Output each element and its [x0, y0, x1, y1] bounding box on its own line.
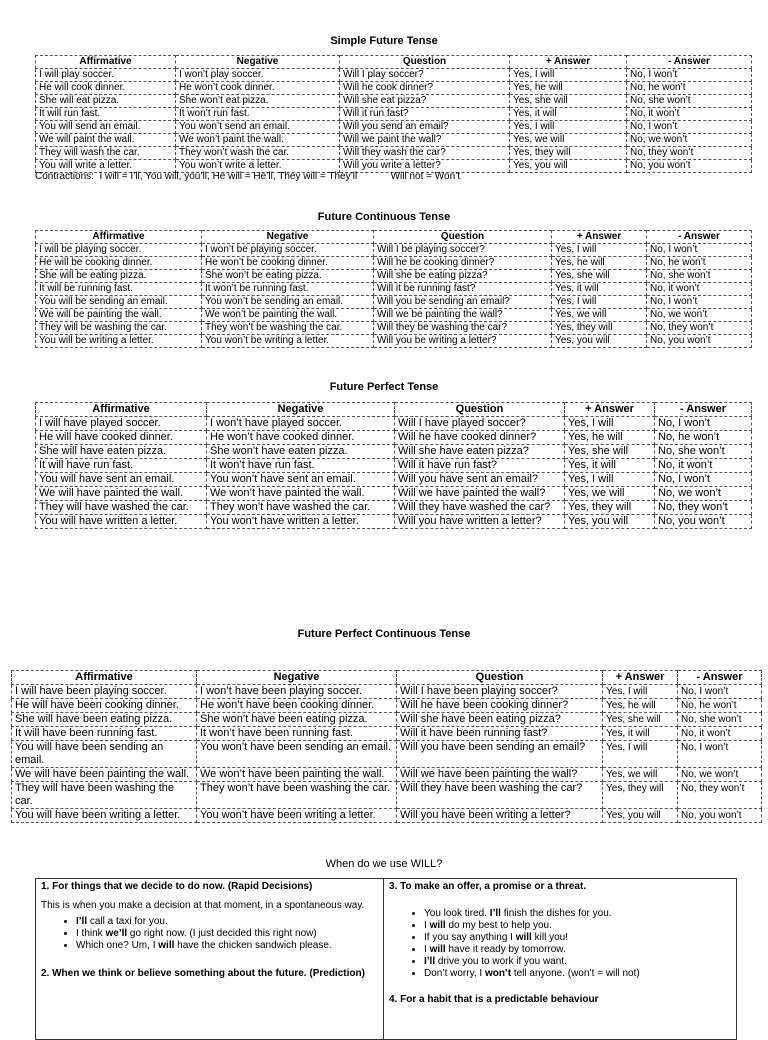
table-cell: Yes, I will — [552, 296, 647, 309]
table-cell: Will we paint the wall? — [340, 134, 510, 147]
table-cell: You won’t be writing a letter. — [202, 335, 374, 348]
table-cell: He won’t have been cooking dinner. — [197, 699, 397, 713]
example-text: tell anyone. (won’t = will not) — [511, 968, 640, 979]
table-cell: No, he won’t — [627, 82, 752, 95]
example-bold-word: will — [429, 920, 446, 931]
table-cell: Yes, I will — [565, 473, 655, 487]
table-row — [36, 487, 752, 501]
table-cell: Yes, they will — [565, 501, 655, 515]
table-cell: Yes, we will — [565, 487, 655, 501]
table-row — [36, 515, 752, 529]
table-cell: No, I won’t — [655, 473, 752, 487]
table-cell: She will have been eating pizza. — [12, 713, 197, 727]
column-header: - Answer — [655, 403, 752, 417]
table-row — [36, 296, 752, 309]
table-cell: Will you write a letter? — [340, 160, 510, 173]
table-cell: She won’t eat pizza. — [176, 95, 340, 108]
table-cell: They won’t be washing the car. — [202, 322, 374, 335]
table-cell: You will send an email. — [36, 121, 176, 134]
table-cell: No, she won’t — [655, 445, 752, 459]
table-cell: It won’t run fast. — [176, 108, 340, 121]
table-cell: I will have played soccer. — [36, 417, 207, 431]
table-cell: He won’t have cooked dinner. — [207, 431, 395, 445]
example-text: go right now. (I just decided this right now) — [127, 928, 317, 939]
column-header: + Answer — [603, 671, 678, 685]
table-cell: She will eat pizza. — [36, 95, 176, 108]
future-perfect-title: Future Perfect Tense — [329, 381, 439, 393]
table-cell: Will he have cooked dinner? — [395, 431, 565, 445]
table-cell: Yes, they will — [510, 147, 627, 160]
table-cell: Yes, we will — [552, 309, 647, 322]
table-cell: No, you won’t — [678, 809, 762, 823]
table-cell: No, she won’t — [678, 713, 762, 727]
table-cell: No, they won’t — [655, 501, 752, 515]
example-text: kill you! — [531, 932, 568, 943]
table-row — [36, 459, 752, 473]
table-cell: Will we have been painting the wall? — [397, 768, 603, 782]
table-cell: Yes, we will — [603, 768, 678, 782]
table-row — [36, 121, 752, 134]
column-header: + Answer — [510, 56, 627, 69]
table-cell: You won’t write a letter. — [176, 160, 340, 173]
table-cell: It won’t be running fast. — [202, 283, 374, 296]
column-header: Negative — [176, 56, 340, 69]
future-perfect-continuous-title: Future Perfect Continuous Tense — [297, 628, 471, 640]
table-row — [36, 501, 752, 515]
example-text: Which one? Um, I — [76, 940, 159, 951]
table-header-row — [36, 56, 752, 69]
table-cell: No, I won’t — [627, 69, 752, 82]
table-cell: Will he have been cooking dinner? — [397, 699, 603, 713]
example-text: have the chicken sandwich please. — [174, 940, 332, 951]
table-cell: It will have run fast. — [36, 459, 207, 473]
table-cell: Yes, he will — [603, 699, 678, 713]
table-cell: You will have been sending an email. — [12, 741, 197, 768]
example-bold-word: won’t — [484, 968, 512, 979]
table-cell: No, I won’t — [627, 121, 752, 134]
contractions-note: Contractions: I will = I’ll, You will, you’ll, He will = He’ll, They will = They’ll Will not = Won’t — [35, 171, 461, 182]
table-cell: She will be eating pizza. — [36, 270, 202, 283]
table-cell: We won’t paint the wall. — [176, 134, 340, 147]
table-cell: Will it have run fast? — [395, 459, 565, 473]
table-cell: No, he won’t — [647, 257, 752, 270]
table-cell: No, she won’t — [627, 95, 752, 108]
table-row — [36, 82, 752, 95]
table-cell: Yes, she will — [552, 270, 647, 283]
table-cell: Will I be playing soccer? — [374, 244, 552, 257]
table-cell: Yes, it will — [552, 283, 647, 296]
table-cell: Will we be painting the wall? — [374, 309, 552, 322]
table-cell: I won’t have been playing soccer. — [197, 685, 397, 699]
table-cell: They won’t wash the car. — [176, 147, 340, 160]
example-item — [424, 956, 736, 968]
table-cell: No, we won’t — [655, 487, 752, 501]
column-header: Question — [395, 403, 565, 417]
column-header: - Answer — [678, 671, 762, 685]
example-item — [76, 928, 383, 940]
example-text: have it ready by tomorrow. — [445, 944, 566, 955]
column-header: Affirmative — [36, 403, 207, 417]
table-row — [36, 309, 752, 322]
table-header-row — [12, 671, 762, 685]
table-cell: You will have sent an email. — [36, 473, 207, 487]
example-item — [76, 940, 383, 952]
table-cell: Will they have been washing the car? — [397, 782, 603, 809]
table-row — [36, 417, 752, 431]
table-cell: Yes, he will — [552, 257, 647, 270]
table-cell: Yes, I will — [565, 417, 655, 431]
table-cell: He will cook dinner. — [36, 82, 176, 95]
column-header: Affirmative — [12, 671, 197, 685]
table-cell: No, he won’t — [678, 699, 762, 713]
table-header-row — [36, 231, 752, 244]
table-cell: We will have painted the wall. — [36, 487, 207, 501]
table-cell: Yes, I will — [603, 685, 678, 699]
use-1-heading: 1. For things that we decide to do now. (Rapid Decisions) — [41, 881, 313, 892]
table-cell: They won’t have been washing the car. — [197, 782, 397, 809]
column-header: Question — [374, 231, 552, 244]
table-cell: Yes, it will — [565, 459, 655, 473]
table-cell: Yes, you will — [510, 160, 627, 173]
table-cell: No, we won’t — [627, 134, 752, 147]
table-cell: They will have washed the car. — [36, 501, 207, 515]
table-cell: Will it be running fast? — [374, 283, 552, 296]
table-cell: Yes, I will — [510, 121, 627, 134]
example-text: do my best to help you. — [445, 920, 552, 931]
table-row — [36, 95, 752, 108]
table-row — [36, 147, 752, 160]
table-row — [36, 134, 752, 147]
table-cell: Yes, you will — [603, 809, 678, 823]
table-cell: It won’t have been running fast. — [197, 727, 397, 741]
table-cell: Will we have painted the wall? — [395, 487, 565, 501]
table-cell: They will be washing the car. — [36, 322, 202, 335]
table-cell: He will have been cooking dinner. — [12, 699, 197, 713]
table-cell: Will he be cooking dinner? — [374, 257, 552, 270]
column-header: - Answer — [627, 56, 752, 69]
column-header: Question — [340, 56, 510, 69]
table-cell: They won’t have washed the car. — [207, 501, 395, 515]
example-bold-word: will — [158, 940, 175, 951]
example-item — [424, 932, 736, 944]
example-bold-word: I’ll — [489, 908, 501, 919]
table-cell: It won’t have run fast. — [207, 459, 395, 473]
table-cell: We won’t be painting the wall. — [202, 309, 374, 322]
table-cell: Yes, they will — [603, 782, 678, 809]
table-cell: No, she won’t — [647, 270, 752, 283]
table-cell: He won’t cook dinner. — [176, 82, 340, 95]
table-cell: We will be painting the wall. — [36, 309, 202, 322]
table-cell: Yes, it will — [603, 727, 678, 741]
column-header: Negative — [197, 671, 397, 685]
table-cell: You will be sending an email. — [36, 296, 202, 309]
table-cell: No, you won’t — [655, 515, 752, 529]
table-row — [12, 768, 762, 782]
table-cell: I won’t be playing soccer. — [202, 244, 374, 257]
table-cell: Yes, it will — [510, 108, 627, 121]
table-cell: You won’t have been sending an email. — [197, 741, 397, 768]
table-cell: Will she be eating pizza? — [374, 270, 552, 283]
table-cell: He will have cooked dinner. — [36, 431, 207, 445]
future-continuous-title: Future Continuous Tense — [317, 211, 451, 223]
table-cell: She won’t have eaten pizza. — [207, 445, 395, 459]
column-header: Negative — [202, 231, 374, 244]
table-cell: No, it won’t — [655, 459, 752, 473]
table-row — [36, 270, 752, 283]
use-3-heading: 3. To make an offer, a promise or a threat. — [389, 881, 587, 892]
table-cell: You will be writing a letter. — [36, 335, 202, 348]
use-1-examples — [36, 916, 383, 952]
table-cell: Will they wash the car? — [340, 147, 510, 160]
table-cell: Yes, she will — [510, 95, 627, 108]
table-cell: Yes, they will — [552, 322, 647, 335]
table-row — [36, 335, 752, 348]
table-cell: Will she have been eating pizza? — [397, 713, 603, 727]
table-cell: They will have been washing the car. — [12, 782, 197, 809]
table-cell: No, I won’t — [655, 417, 752, 431]
table-cell: You will write a letter. — [36, 160, 176, 173]
use-3-examples — [384, 908, 736, 980]
table-cell: We will paint the wall. — [36, 134, 176, 147]
table-cell: Will I have played soccer? — [395, 417, 565, 431]
table-row — [12, 727, 762, 741]
table-cell: We won’t have been painting the wall. — [197, 768, 397, 782]
table-row — [36, 431, 752, 445]
table-cell: I won’t have played soccer. — [207, 417, 395, 431]
table-cell: We will have been painting the wall. — [12, 768, 197, 782]
example-text: Don’t worry, I — [424, 968, 485, 979]
table-cell: Yes, he will — [565, 431, 655, 445]
future-continuous-table — [35, 230, 752, 348]
table-cell: No, I won’t — [647, 244, 752, 257]
will-uses-title: When do we use WILL? — [325, 858, 443, 870]
table-cell: Will you be sending an email? — [374, 296, 552, 309]
table-row — [36, 283, 752, 296]
example-text: If you say anything I — [424, 932, 516, 943]
will-uses-right-column — [384, 879, 736, 1039]
example-bold-word: will — [429, 944, 446, 955]
table-cell: Yes, she will — [603, 713, 678, 727]
table-cell: Yes, you will — [565, 515, 655, 529]
table-cell: Yes, she will — [565, 445, 655, 459]
table-cell: No, it won’t — [627, 108, 752, 121]
table-cell: Will it have been running fast? — [397, 727, 603, 741]
table-cell: We won’t have painted the wall. — [207, 487, 395, 501]
table-cell: Yes, I will — [552, 244, 647, 257]
table-row — [36, 108, 752, 121]
table-cell: Will you have been sending an email? — [397, 741, 603, 768]
example-text: call a taxi for you. — [87, 916, 168, 927]
table-cell: It will be running fast. — [36, 283, 202, 296]
table-cell: It will run fast. — [36, 108, 176, 121]
use-4-heading: 4. For a habit that is a predictable behaviour — [389, 994, 599, 1005]
table-cell: No, they won’t — [647, 322, 752, 335]
example-text: drive you to work if you want. — [435, 956, 567, 967]
table-cell: I will play soccer. — [36, 69, 176, 82]
table-cell: Will it run fast? — [340, 108, 510, 121]
simple-future-title: Simple Future Tense — [330, 35, 438, 47]
table-cell: Will I play soccer? — [340, 69, 510, 82]
table-row — [12, 782, 762, 809]
table-cell: You won’t be sending an email. — [202, 296, 374, 309]
table-cell: No, we won’t — [647, 309, 752, 322]
use-2-heading: 2. When we think or believe something about the future. (Prediction) — [41, 968, 365, 979]
will-uses-box — [35, 878, 737, 1040]
table-cell: Will you have been writing a letter? — [397, 809, 603, 823]
table-cell: No, you won’t — [647, 335, 752, 348]
table-cell: No, it won’t — [647, 283, 752, 296]
column-header: Affirmative — [36, 56, 176, 69]
example-item — [424, 944, 736, 956]
table-cell: She won’t have been eating pizza. — [197, 713, 397, 727]
table-cell: You won’t have written a letter. — [207, 515, 395, 529]
table-cell: She won’t be eating pizza. — [202, 270, 374, 283]
table-cell: You will have written a letter. — [36, 515, 207, 529]
table-row — [36, 257, 752, 270]
example-item — [424, 968, 736, 980]
column-header: Affirmative — [36, 231, 202, 244]
column-header: Question — [397, 671, 603, 685]
example-item — [76, 916, 383, 928]
example-bold-word: I’ll — [76, 916, 88, 927]
will-uses-left-column — [36, 879, 384, 1039]
table-row — [36, 69, 752, 82]
example-text: finish the dishes for you. — [500, 908, 612, 919]
example-text: You look tired. — [424, 908, 490, 919]
table-cell: I won’t play soccer. — [176, 69, 340, 82]
table-cell: No, they won’t — [627, 147, 752, 160]
use-1-text: This is when you make a decision at that moment, in a spontaneous way. — [41, 900, 365, 911]
table-cell: No, they won’t — [678, 782, 762, 809]
table-cell: You won’t have sent an email. — [207, 473, 395, 487]
table-cell: Will they be washing the car? — [374, 322, 552, 335]
table-cell: Will you have written a letter? — [395, 515, 565, 529]
table-row — [12, 699, 762, 713]
table-cell: Will they have washed the car? — [395, 501, 565, 515]
table-row — [12, 809, 762, 823]
table-row — [12, 685, 762, 699]
example-text: I — [424, 944, 430, 955]
table-row — [12, 713, 762, 727]
column-header: + Answer — [552, 231, 647, 244]
table-row — [36, 473, 752, 487]
table-cell: Will he cook dinner? — [340, 82, 510, 95]
table-cell: Yes, you will — [552, 335, 647, 348]
future-perfect-continuous-table — [11, 670, 762, 823]
table-cell: Will she have eaten pizza? — [395, 445, 565, 459]
table-cell: No, it won’t — [678, 727, 762, 741]
table-cell: You won’t send an email. — [176, 121, 340, 134]
table-cell: Will you be writing a letter? — [374, 335, 552, 348]
table-row — [36, 322, 752, 335]
table-cell: You will have been writing a letter. — [12, 809, 197, 823]
table-cell: I will be playing soccer. — [36, 244, 202, 257]
example-text: I think — [76, 928, 106, 939]
example-bold-word: we’ll — [105, 928, 128, 939]
table-cell: I will have been playing soccer. — [12, 685, 197, 699]
column-header: - Answer — [647, 231, 752, 244]
table-cell: He will be cooking dinner. — [36, 257, 202, 270]
example-item — [424, 920, 736, 932]
table-cell: They will wash the car. — [36, 147, 176, 160]
future-perfect-table — [35, 402, 752, 529]
table-cell: Yes, I will — [510, 69, 627, 82]
column-header: + Answer — [565, 403, 655, 417]
table-cell: No, I won’t — [678, 741, 762, 768]
table-cell: Yes, we will — [510, 134, 627, 147]
example-item — [424, 908, 736, 920]
table-cell: Will she eat pizza? — [340, 95, 510, 108]
table-cell: Will I have been playing soccer? — [397, 685, 603, 699]
table-row — [36, 445, 752, 459]
table-cell: He won’t be cooking dinner. — [202, 257, 374, 270]
table-cell: No, you won’t — [627, 160, 752, 173]
example-bold-word: will — [515, 932, 532, 943]
example-bold-word: I’ll — [424, 956, 436, 967]
table-cell: No, he won’t — [655, 431, 752, 445]
table-cell: No, I won’t — [678, 685, 762, 699]
table-cell: It will have been running fast. — [12, 727, 197, 741]
simple-future-table — [35, 55, 752, 173]
column-header: Negative — [207, 403, 395, 417]
table-cell: No, I won’t — [647, 296, 752, 309]
table-cell: She will have eaten pizza. — [36, 445, 207, 459]
table-row — [36, 244, 752, 257]
table-cell: Yes, I will — [603, 741, 678, 768]
table-header-row — [36, 403, 752, 417]
table-cell: Will you send an email? — [340, 121, 510, 134]
table-cell: Yes, he will — [510, 82, 627, 95]
table-row — [12, 741, 762, 768]
table-cell: No, we won’t — [678, 768, 762, 782]
table-cell: You won’t have been writing a letter. — [197, 809, 397, 823]
table-cell: Will you have sent an email? — [395, 473, 565, 487]
example-text: I — [424, 920, 430, 931]
